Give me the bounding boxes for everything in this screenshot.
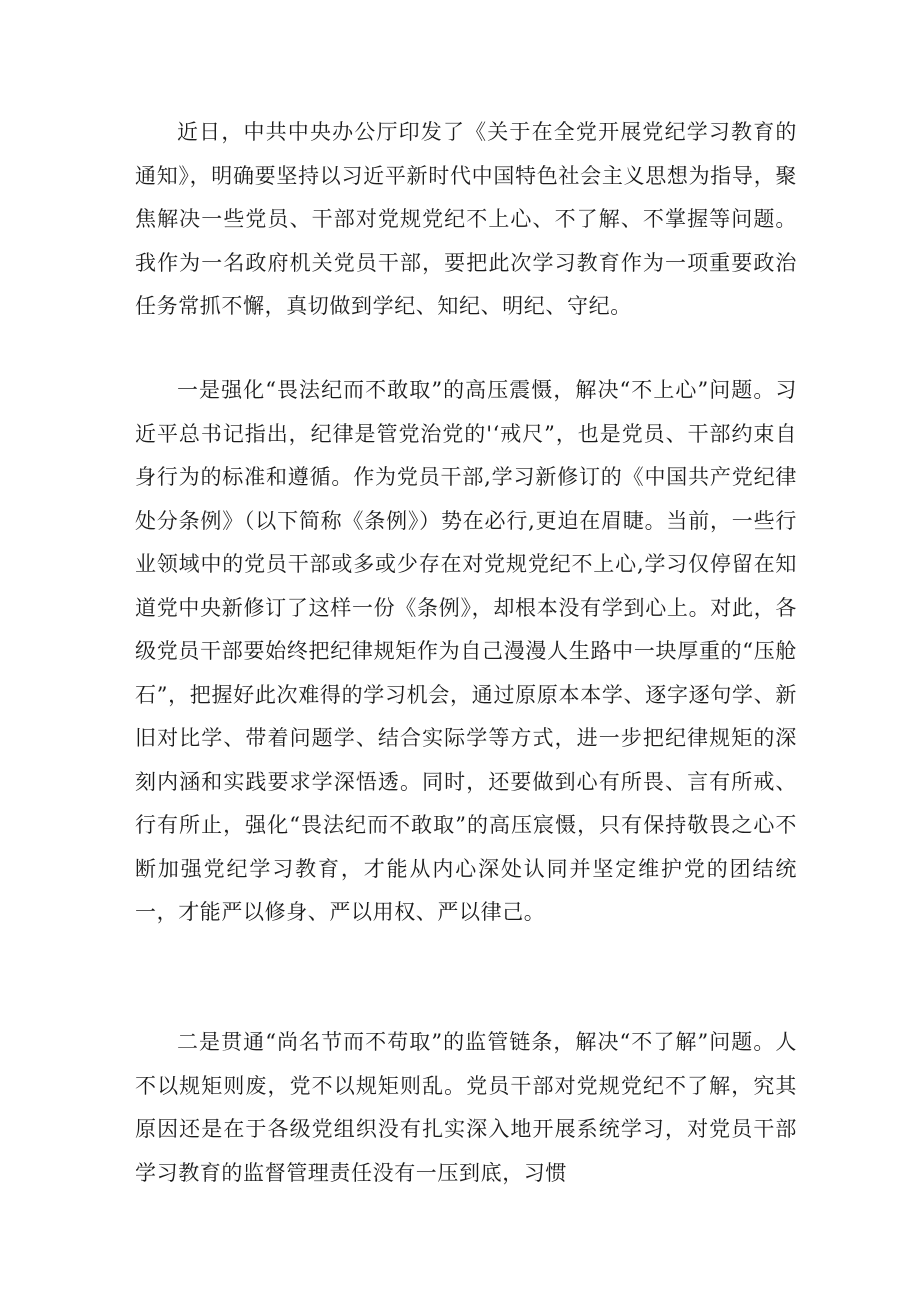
paragraph-intro: 近日，中共中央办公厅印发了《关于在全党开展党纪学习教育的通知》，明确要坚持以习近平新时代中国特色社会主义思想为指导，聚焦解决一些党员、干部对党规党纪不上心、不了解、不掌握等问题。我作为一名政府机关党员干部，要把此次学习教育作为一项重要政治任务常抓不懈，真切做到学纪、知纪、明纪、守纪。 xyxy=(135,120,797,318)
paragraph-point-one: 一是强化“畏法纪而不敢取”的高压震慑，解决“不上心”问题。习近平总书记指出，纪律是管党治党的'‘戒尺”，也是党员、干部约束自身行为的标准和遵循。作为党员干部,学习新修订的《中国共产党纪律处分条例》（以下简称《条例》）势在必行,更迫在眉睫。当前，一些行业领域中的党员干部或多或少存在对党规党纪不上心,学习仅停留在知道党中央新修订了这样一份《条例》，却根本没有学到心上。对此，各级党员干部要始终把纪律规矩作为自己漫漫人生路中一块厚重的“压舱石”，把握好此次难得的学习机会，通过原原本本学、逐字逐句学、新旧对比学、带着问题学、结合实际学等方式，进一步把纪律规矩的深刻内涵和实践要求学深悟透。同时，还要做到心有所畏、言有所戒、行有所止，强化“畏法纪而不敢取”的高压宸慑，只有保持敬畏之心不断加强党纪学习教育，才能从内心深处认同并坚定维护党的团结统一，才能严以修身、严以用权、严以律己。 xyxy=(135,378,797,924)
paragraph-point-two: 二是贯通“尚名节而不苟取”的监管链条，解决“不了解”问题。人不以规矩则废，党不以规矩则乱。党员干部对党规党纪不了解，究其原因还是在于各级党组织没有扎实深入地开展系统学习，对党员干部学习教育的监督管理责任没有一压到底，习惯 xyxy=(135,1030,797,1185)
